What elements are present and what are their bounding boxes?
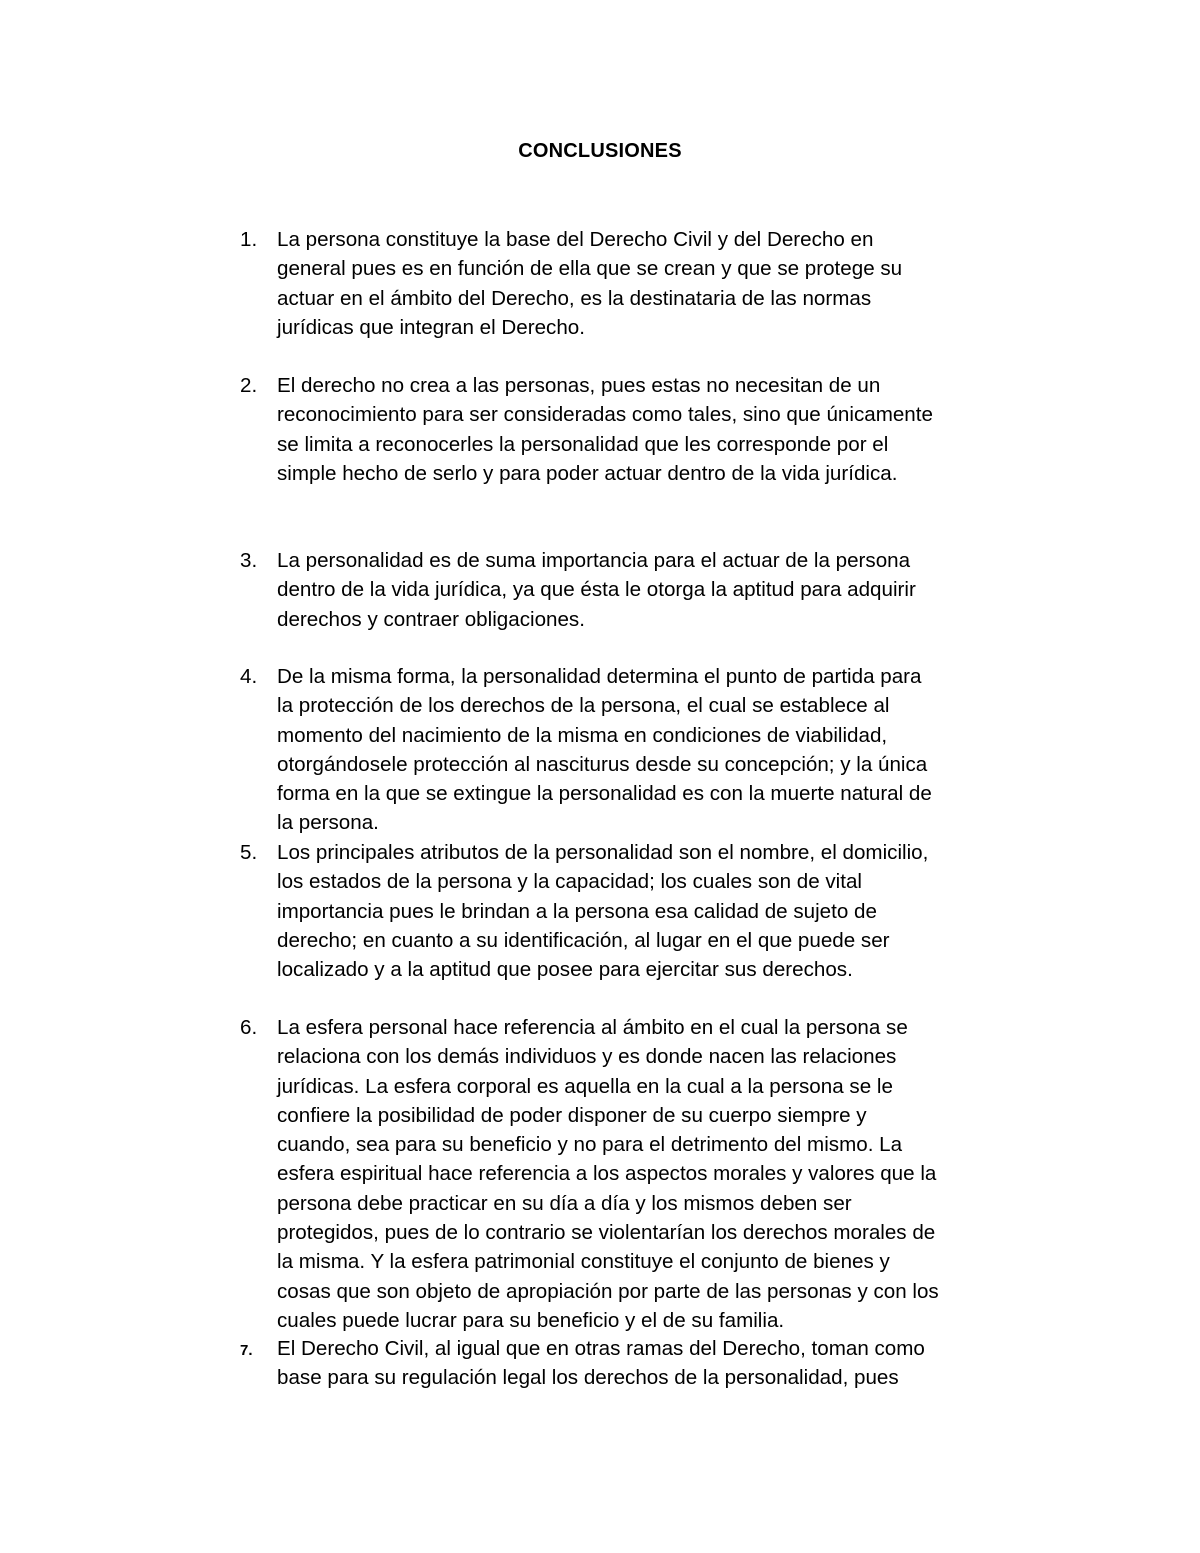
item-text: La persona constituye la base del Derecho Civil y del Derecho en general pues es en función de ella que se crean y que se protege su actuar en el ámbito del Derecho, es la destinataria de las normas jurídicas que integran el Derecho. [277, 228, 903, 339]
page-title: CONCLUSIONES [518, 140, 682, 162]
list-item-5 [240, 838, 1040, 984]
item-number: 7. [240, 1342, 253, 1359]
item-text: La esfera personal hace referencia al ámbito en el cual la persona se relaciona con los demás individuos y es donde nacen las relaciones jurídicas. La esfera corporal es aquella en la cual a la persona se le confiere la posibilidad de poder disponer de su cuerpo siempre y cuando, sea para su beneficio y no para el detrimento del mismo. La esfera espiritual hace referencia a los aspectos morales y valores que la persona debe practicar en su día a día y los mismos deben ser protegidos, pues de lo contrario se violentarían los derechos morales de la misma. Y la esfera patrimonial constituye el conjunto de bienes y cosas que son objeto de apropiación por parte de las personas y con los cuales puede lucrar para su beneficio y el de su familia. [277, 1016, 939, 1332]
list-item-4 [240, 662, 1040, 838]
item-number: 3. [240, 549, 258, 572]
list-item-6 [240, 1013, 1040, 1335]
item-number: 4. [240, 665, 258, 688]
list-item-2 [240, 371, 1040, 488]
list-item-7 [240, 1334, 1040, 1393]
item-text: El derecho no crea a las personas, pues estas no necesitan de un reconocimiento para ser consideradas como tales, sino que únicamente se limita a reconocerles la personalidad que les corresponde por el simple hecho de serlo y para poder actuar dentro de la vida jurídica. [277, 374, 933, 485]
item-number: 1. [240, 228, 258, 251]
list-item-1 [240, 225, 1040, 342]
list-item-3 [240, 546, 1040, 634]
item-text: El Derecho Civil, al igual que en otras ramas del Derecho, toman como base para su regulación legal los derechos de la personalidad, pues [277, 1337, 925, 1390]
item-number: 5. [240, 841, 258, 864]
item-number: 6. [240, 1016, 258, 1039]
item-number: 2. [240, 374, 258, 397]
item-text: Los principales atributos de la personalidad son el nombre, el domicilio, los estados de la persona y la capacidad; los cuales son de vital importancia pues le brindan a la persona esa calidad de sujeto de derecho; en cuanto a su identificación, al lugar en el que puede ser localizado y a la aptitud que posee para ejercitar sus derechos. [277, 841, 929, 982]
item-text: De la misma forma, la personalidad determina el punto de partida para la protección de los derechos de la persona, el cual se establece al momento del nacimiento de la misma en condiciones de viabilidad, otorgándosele protección al nasciturus desde su concepción; y la única forma en la que se extingue la personalidad es con la muerte natural de la persona. [277, 665, 932, 835]
item-text: La personalidad es de suma importancia para el actuar de la persona dentro de la vida jurídica, ya que ésta le otorga la aptitud para adquirir derechos y contraer obligaciones. [277, 549, 916, 631]
